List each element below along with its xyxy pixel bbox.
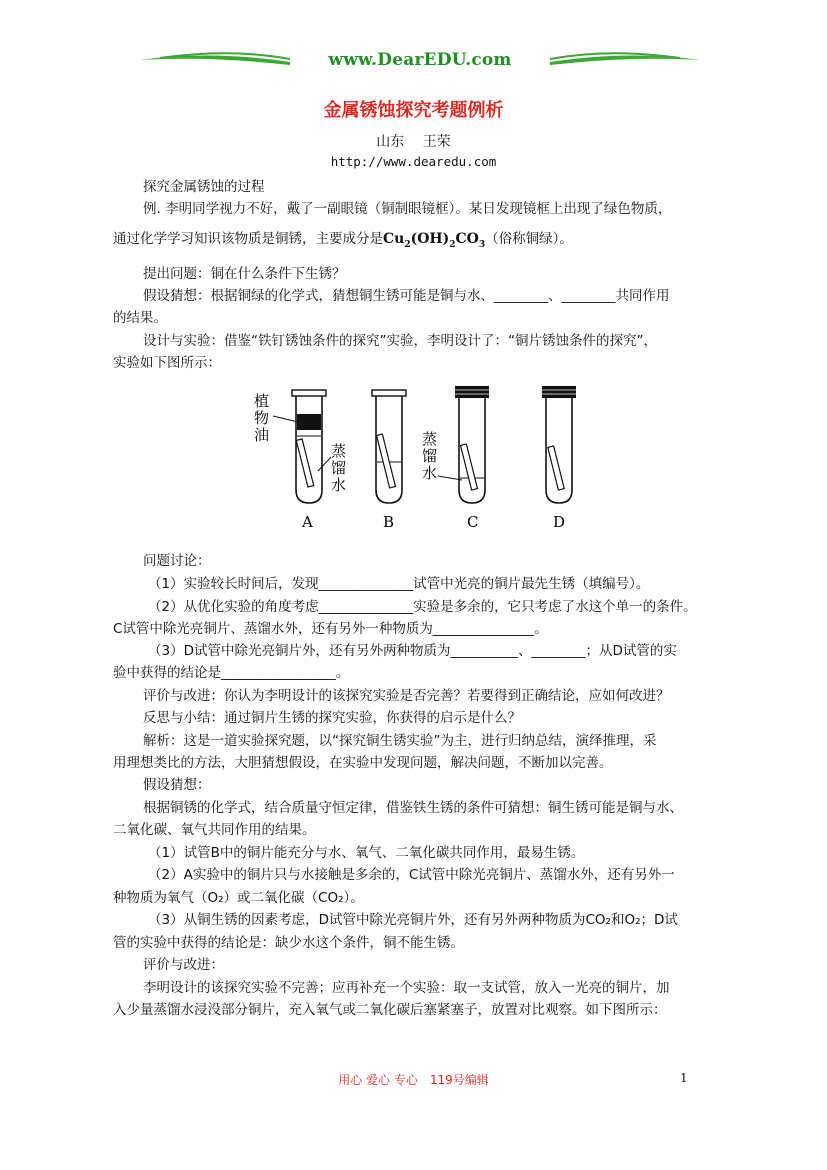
tube-label-a: A — [302, 513, 313, 531]
text-line: 设计与实验：借鉴“铁钉锈蚀条件的探究”实验，李明设计了：“铜片锈蚀条件的探究”， — [143, 333, 657, 349]
label-water-c-1: 蒸 — [422, 430, 438, 448]
test-tube-c — [438, 386, 489, 503]
text-line: 提出问题：铜在什么条件下生锈？ — [143, 266, 346, 282]
label-water-c-3: 水 — [422, 464, 438, 482]
text-line: 假设猜想：根据铜绿的化学式，猜想铜生锈可能是铜与水、________、________共同作用 — [143, 288, 670, 304]
test-tube-b — [372, 390, 406, 503]
text-line: 通过化学学习知识该物质是铜锈，主要成分是$Cu_2(OH)_2CO_3$（俗称铜绿）。 — [113, 231, 573, 250]
text-line: 评价与改进： — [143, 957, 224, 973]
text-line: 的结果。 — [113, 310, 167, 326]
label-water-a-3: 水 — [331, 476, 347, 494]
text-line: （2）A实验中的铜片只与水接触是多余的，C试管中除光亮铜片、蒸馏水外，还有另外一 — [148, 867, 675, 883]
text-line: C试管中除光亮铜片、蒸馏水外，还有另外一种物质为_______________。 — [113, 621, 548, 637]
text-line: 探究金属锈蚀的过程 — [143, 179, 265, 195]
text-line: 假设猜想： — [143, 777, 211, 793]
text-line: 评价与改进：你认为李明设计的该探究实验是否完善？若要得到正确结论，应如何改进？ — [143, 688, 670, 704]
site-header — [140, 46, 700, 78]
text-line: （1）实验较长时间后，发现______________试管中光亮的铜片最先生锈（填编号）。 — [148, 576, 650, 592]
tube-label-b: B — [383, 513, 395, 531]
text-line: 李明设计的该探究实验不完善；应再补充一个实验：取一支试管，放入一光亮的铜片，加 — [143, 980, 670, 996]
label-water-c-2: 馏 — [422, 447, 438, 465]
source-url[interactable]: http://www.dearedu.com — [330, 154, 497, 169]
text-line: 根据铜锈的化学式，结合质量守恒定律，借鉴铁生锈的条件可猜想：铜生锈可能是铜与水、 — [143, 800, 683, 816]
tube-label-c: C — [467, 513, 479, 531]
text-line: 种物质为氧气（O₂）或二氧化碳（CO₂）。 — [113, 890, 364, 906]
text-line: 入少量蒸馏水浸没部分铜片，充入氧气或二氧化碳后塞紧塞子，放置对比观察。如下图所示： — [113, 1002, 667, 1018]
text-line: 解析：这是一道实验探究题，以“探究铜生锈实验”为主，进行归纳总结，演绎推理，采 — [143, 733, 657, 749]
text-line: 问题讨论： — [143, 553, 211, 569]
text-line: 管的实验中获得的结论是：缺少水这个条件，铜不能生锈。 — [113, 935, 464, 951]
text-line: （3）从铜生锈的因素考虑，D试管中除光亮铜片外，还有另外两种物质为CO₂和O₂；D试 — [148, 912, 678, 928]
label-water-a-1: 蒸 — [331, 442, 347, 460]
label-oil-1: 植 — [254, 392, 270, 410]
tube-label-d: D — [553, 513, 566, 531]
formula-copper-carbonate: $Cu_2(OH)_2CO_3$ — [383, 231, 486, 250]
text-line: 反思与小结：通过铜片生锈的探究实验，你获得的启示是什么？ — [143, 710, 521, 726]
test-tube-a — [292, 390, 331, 503]
text-line: 用理想类比的方法，大胆猜想假设，在实验中发现问题，解决问题，不断加以完善。 — [113, 755, 613, 771]
text-line: 例. 李明同学视力不好，戴了一副眼镜（铜制眼镜框）。某日发现镜框上出现了绿色物质， — [143, 201, 672, 217]
label-water-a-2: 馏 — [331, 459, 347, 477]
text-line: （1）试管B中的铜片能充分与水、氧气、二氧化碳共同作用，最易生锈。 — [148, 845, 585, 861]
page-number: 1 — [680, 1071, 688, 1085]
footer-note: 用心 爱心 专心 119号编辑 — [338, 1073, 489, 1087]
label-oil-2: 物 — [254, 409, 270, 427]
page-title: 金属锈蚀探究考题例析 — [323, 100, 504, 121]
label-oil-3: 油 — [254, 426, 270, 444]
text-line: 验中获得的结论是_________________。 — [113, 665, 350, 681]
test-tube-d — [542, 386, 576, 503]
text-line: 实验如下图所示： — [113, 355, 221, 371]
text-line: （3）D试管中除光亮铜片外，还有另外两种物质为__________、________；从D试管的实 — [148, 643, 677, 659]
text-line: （2）从优化实验的角度考虑______________实验是多余的，它只考虑了水这个单一的条件。 — [148, 599, 697, 615]
site-name: www.DearEDU.com — [328, 50, 512, 70]
text-line: 二氧化碳、氧气共同作用的结果。 — [113, 822, 316, 838]
test-tubes-figure — [240, 384, 590, 534]
author: 山东 王荣 — [376, 134, 451, 150]
